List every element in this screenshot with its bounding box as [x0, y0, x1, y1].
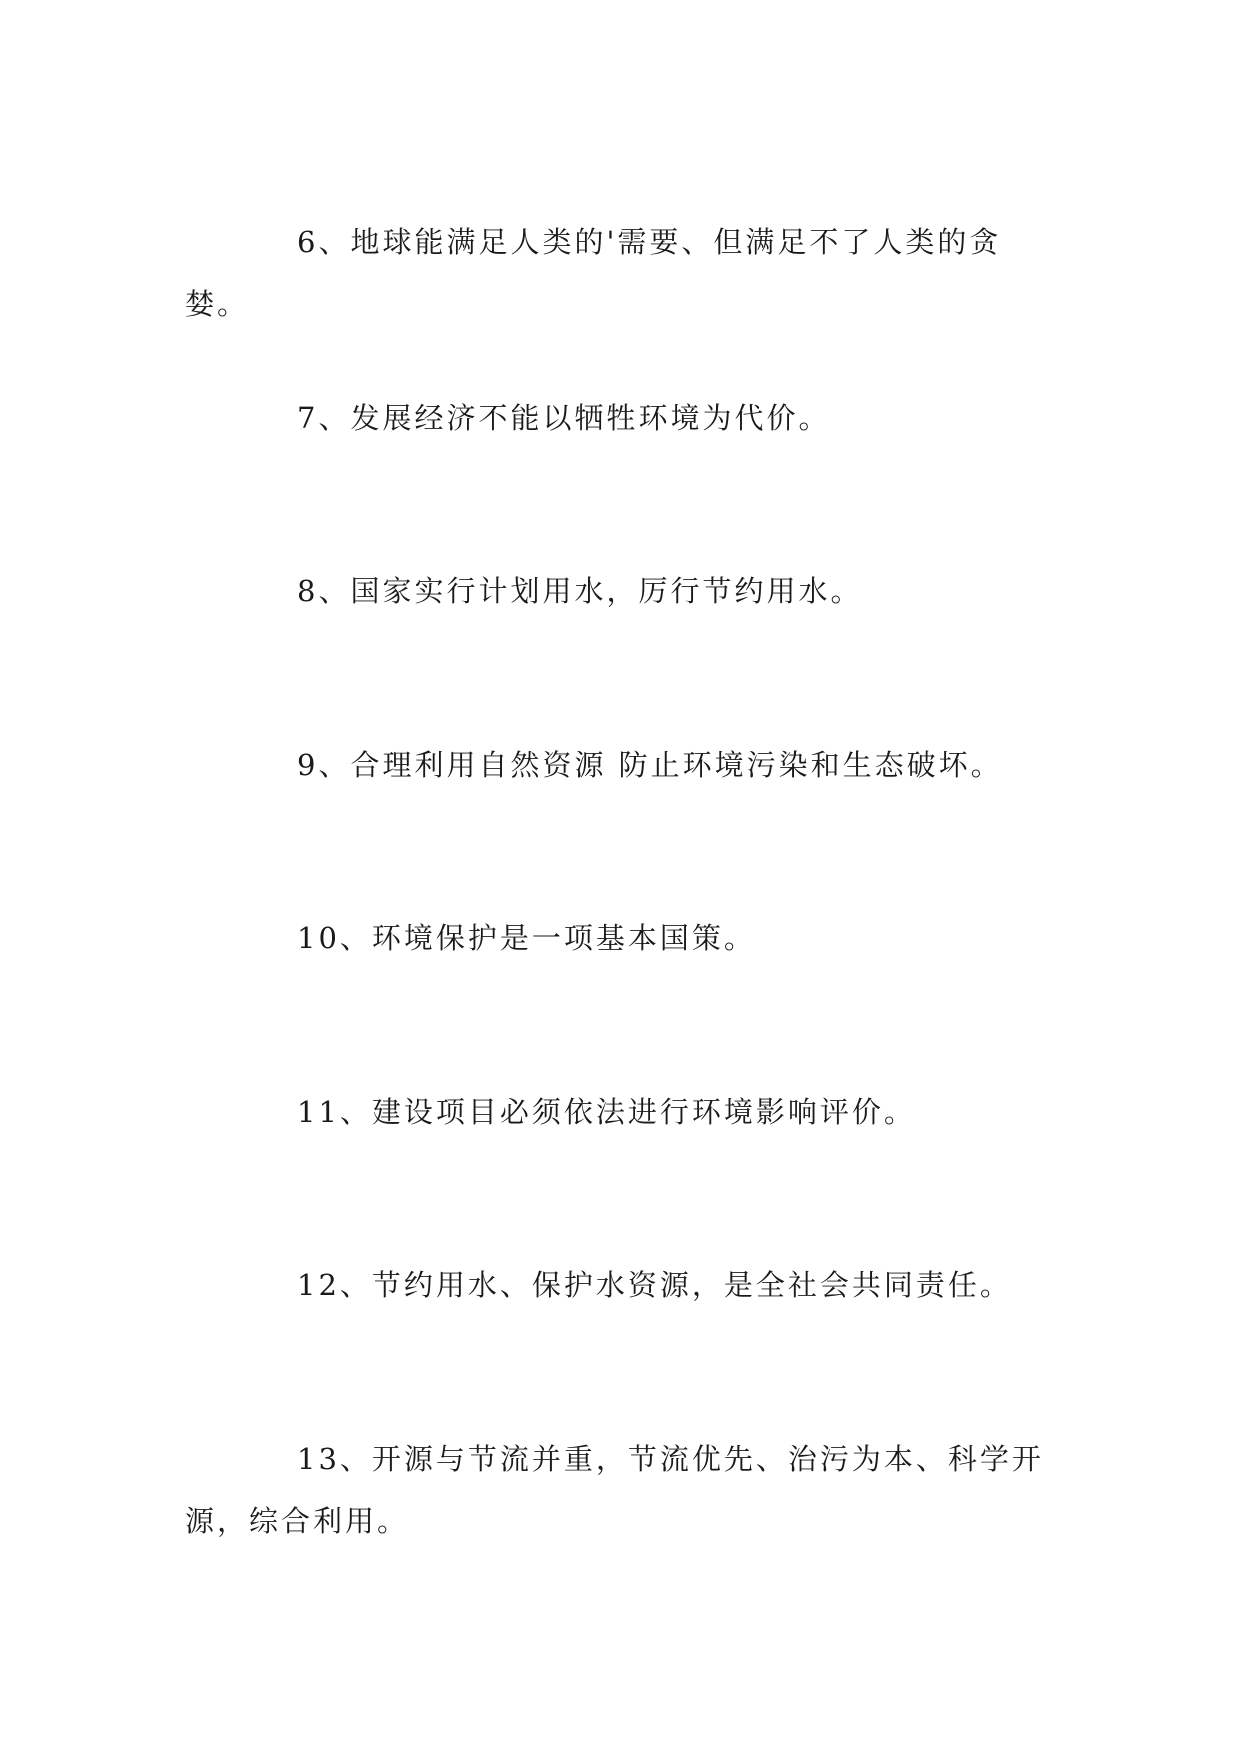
paragraph-10: 10、环境保护是一项基本国策。: [297, 921, 756, 955]
paragraph-13: 13、开源与节流并重，节流优先、治污为本、科学开源，综合利用。: [185, 1442, 1044, 1538]
paragraph-12: 12、节约用水、保护水资源，是全社会共同责任。: [297, 1268, 1012, 1302]
paragraph-7: 7、发展经济不能以牺牲环境为代价。: [297, 401, 831, 435]
paragraph-11: 11、建设项目必须依法进行环境影响评价。: [297, 1095, 916, 1129]
paragraph-6: 6、地球能满足人类的'需要、但满足不了人类的贪婪。: [185, 225, 1002, 321]
paragraph-9: 9、合理利用自然资源 防止环境污染和生态破坏。: [297, 748, 1003, 782]
paragraph-8: 8、国家实行计划用水，厉行节约用水。: [297, 574, 863, 608]
